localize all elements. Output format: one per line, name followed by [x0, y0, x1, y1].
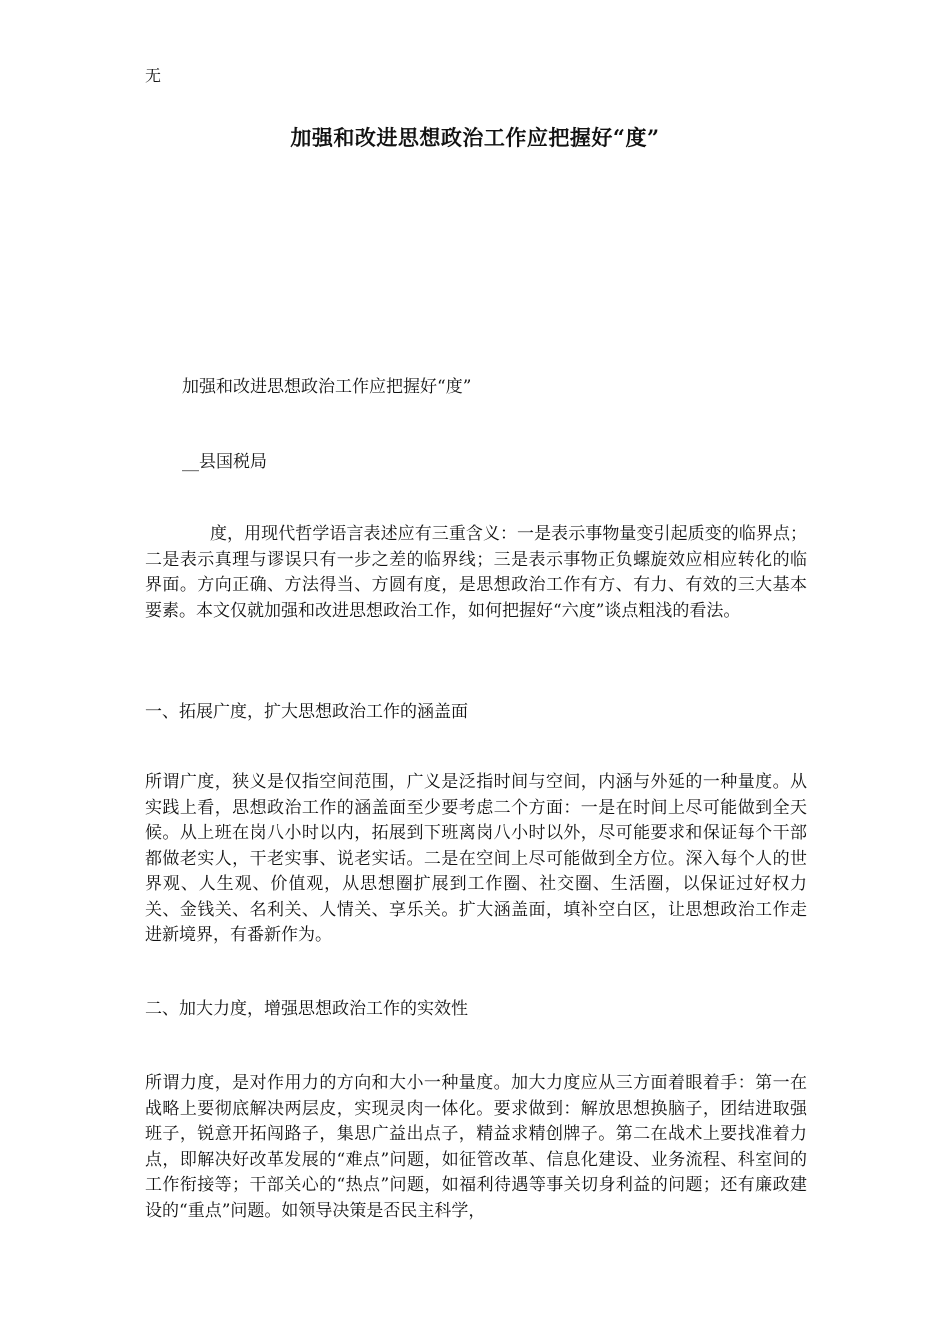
header-mark: 无	[145, 66, 162, 85]
document-subtitle: 加强和改进思想政治工作应把握好“度”	[182, 377, 472, 397]
section1-heading: 一、拓展广度，扩大思想政治工作的涵盖面	[145, 702, 468, 722]
section2-paragraph: 所谓力度，是对作用力的方向和大小一种量度。加大力度应从三方面着眼着手：第一在战略上要彻底解决两层皮，实现灵肉一体化。要求做到：解放思想换脑子，团结进取强班子，锐意开拓闯路子，集思广益出点子，精益求精创牌子。第二在战术上要找准着力点，即解决好改革发展的“难点”问题，如征管改革、信息化建设、业务流程、科室间的工作衔接等；干部关心的“热点”问题，如福利待遇等事关切身利益的问题；还有廉政建设的“重点”问题。如领导决策是否民主科学，	[145, 1073, 807, 1221]
intro-paragraph: 度，用现代哲学语言表述应有三重含义：一是表示事物量变引起质变的临界点；二是表示真理与谬误只有一步之差的临界线；三是表示事物正负螺旋效应相应转化的临界面。方向正确、方法得当、方圆有度，是思想政治工作有方、有力、有效的三大基本要素。本文仅就加强和改进思想政治工作，如何把握好“六度”谈点粗浅的看法。	[145, 524, 807, 621]
document-title: 加强和改进思想政治工作应把握好“度”	[290, 125, 660, 150]
section2-heading: 二、加大力度，增强思想政治工作的实效性	[145, 999, 468, 1019]
author-line: __县国税局	[182, 452, 267, 472]
section1-paragraph: 所谓广度，狭义是仅指空间范围，广义是泛指时间与空间，内涵与外延的一种量度。从实践上看，思想政治工作的涵盖面至少要考虑二个方面：一是在时间上尽可能做到全天候。从上班在岗八小时以内，拓展到下班离岗八小时以外，尽可能要求和保证每个干部都做老实人，干老实事、说老实话。二是在空间上尽可能做到全方位。深入每个人的世界观、人生观、价值观，从思想圈扩展到工作圈、社交圈、生活圈，以保证过好权力关、金钱关、名利关、人情关、享乐关。扩大涵盖面，填补空白区，让思想政治工作走进新境界，有番新作为。	[145, 772, 807, 945]
